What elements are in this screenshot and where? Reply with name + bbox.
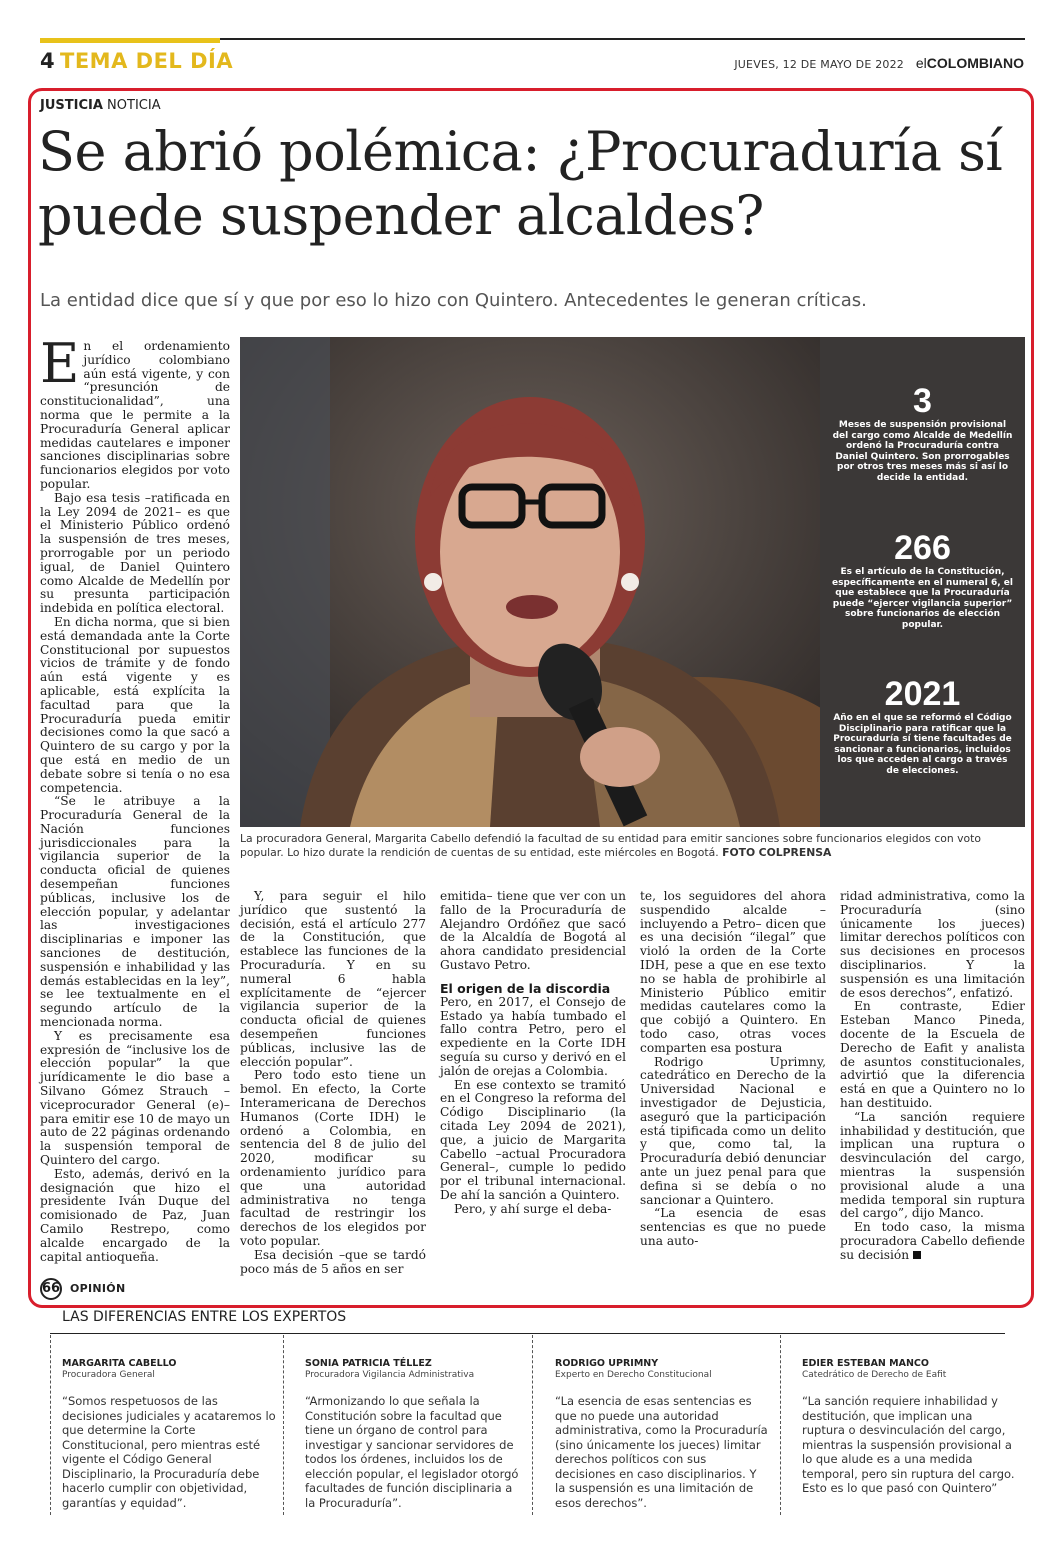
fact-number: 2021	[884, 675, 961, 713]
paragraph: Rodrigo Uprimny, catedrático en Derecho de la Universidad Nacional e investigador de Dejusticia, aseguró que la participación está tipificada como un delito y que, como tal, la Procuraduría debió denunciar ante un juez penal para que defina si se debía o no sancionar a Quintero.	[640, 1054, 826, 1207]
paragraph: “La sanción requiere inhabilidad y destitución, que implican una ruptura o desvinculación del cargo, mientras la suspensión provisional alude a una medida temporal sin ruptura del cargo”, dijo Manco.	[840, 1109, 1025, 1221]
caption-credit-label: FOTO	[722, 846, 756, 859]
photo-caption	[240, 832, 1025, 860]
article-column-4	[640, 890, 826, 1249]
expert-quote: “La esencia de esas sentencias es que no puede una autoridad administrativa, como la Procuraduría (sino únicamente los jueces) limitar derechos políticos con sus decisiones en caso disciplinarios. Y la suspensión es una limitación de esos derechos”.	[555, 1394, 768, 1510]
expert-role: Experto en Derecho Constitucional	[555, 1370, 712, 1380]
article-column-2	[240, 890, 426, 1276]
article-column-3	[440, 890, 626, 1217]
expert-quote: “Somos respetuosos de las decisiones judiciales y acataremos lo que determine la Corte Constitucional, pero mientras esté vigente el Código General Disciplinario, la Procuraduría debe hacerlo cumplir con objetividad, garantías y equidad”.	[62, 1394, 276, 1510]
expert-quote: “Armonizando lo que señala la Constitución sobre la facultad que tiene un órgano de control para investigar y sancionar servidores de todos los órdenes, incluidos los de elección popular, el legislador otorgó facultades de función disciplinaria a la Procuraduría”.	[305, 1394, 519, 1510]
dropcap: E	[40, 332, 80, 395]
paragraph: En dicha norma, que si bien está demandada ante la Corte Constitucional por supuestos vicios de trámite y de fondo aún está vigente y es aplicable, está explícita la facultad para que la Procuraduría pueda emitir decisiones como la que sacó a Quintero de su cargo y por la que está en medio de un debate sobre si tenía o no esa competencia.	[40, 614, 230, 795]
section-subheading: El origen de la discordia	[440, 980, 611, 996]
caption-credit: COLPRENSA	[758, 846, 832, 859]
article-column-5	[840, 890, 1025, 1263]
article-column-1	[40, 332, 230, 1264]
end-of-article-mark	[913, 1251, 921, 1259]
article-photo	[240, 337, 820, 827]
paragraph: En todo caso, la misma procuradora Cabello defiende su decisión	[840, 1220, 1025, 1262]
kicker-type: NOTICIA	[107, 98, 161, 113]
paragraph: emitida– tiene que ver con un fallo de la Procuraduría de Alejandro Ordóñez que sacó de la Alcaldía de Bogotá al ahora candidato presidencial Gustavo Petro.	[440, 889, 626, 972]
expert-opinion	[305, 1358, 520, 1510]
kicker	[40, 98, 161, 113]
opinion-title: OPINIÓN	[70, 1282, 126, 1295]
fact-number: 3	[913, 382, 932, 420]
expert-name: EDIER ESTEBAN MANCO	[802, 1358, 929, 1369]
section-title: TEMA DEL DÍA	[60, 49, 234, 73]
expert-role: Catedrático de Derecho de Eafit	[802, 1370, 947, 1380]
dateline: JUEVES, 12 DE MAYO DE 2022	[734, 58, 904, 71]
column-divider	[780, 1335, 781, 1515]
paragraph: Esto, además, derivó en la designación que hizo el presidente Iván Duque del comisionado de Paz, Juan Camilo Restrepo, como alcalde encargado de la capital antioqueña.	[40, 1166, 230, 1264]
fact-item	[830, 382, 1015, 483]
masthead-name: COLOMBIANO	[926, 55, 1024, 71]
fact-item	[830, 529, 1015, 630]
expert-role: Procuradora Vigilancia Administrativa	[305, 1370, 475, 1380]
paragraph: “La esencia de esas sentencias es que no puede una auto-	[640, 1206, 826, 1248]
paragraph: Bajo esa tesis –ratificada en la Ley 2094 de 2021– es que el Ministerio Público ordenó la suspensión de tres meses, prorrogable por un periodo igual, de Daniel Quintero como Alcalde de Medellín por su presunta participación indebida en política electoral.	[40, 490, 230, 616]
quote-icon: 66	[40, 1278, 62, 1300]
paragraph: Esa decisión –que se tardó poco más de 5 años en ser	[240, 1247, 426, 1276]
facts-box	[820, 337, 1025, 827]
fact-number: 266	[894, 529, 951, 567]
procuradora-photo-illustration	[240, 337, 820, 827]
paragraph: En ese contexto se tramitó en el Congreso la reforma del Código Disciplinario (la citada Ley 2094 de 2021), que, a juicio de Margarita Cabello –actual Procuradora General–, cumple lo pedido por el tribunal internacional. De ahí la sanción a Quintero.	[440, 1077, 626, 1202]
masthead	[916, 55, 1024, 71]
fact-text: Año en el que se reformó el Código Disciplinario para ratificar que la Procuraduría sí tiene facultades de sancionar a funcionarios, incluidos los que acceden al cargo a través de elecciones.	[833, 713, 1012, 776]
fact-text: Meses de suspensión provisional del cargo como Alcalde de Medellín ordenó la Procuraduría contra Daniel Quintero. Son prorrogables por otros tres meses más si así lo decide la entidad.	[832, 420, 1013, 483]
paragraph: Pero, en 2017, el Consejo de Estado ya había tumbado el fallo contra Petro, pero el expediente en la Corte IDH seguía su curso y derivó en el jalón de orejas a Colombia.	[440, 994, 626, 1078]
paragraph: Pero todo esto tiene un bemol. En efecto, la Corte Interamericana de Derechos Humanos (Corte IDH) le ordenó a Colombia, en sentencia del 8 de julio del 2020, modificar su ordenamiento jurídico para que una autoridad administrativa no tenga facultad de restringir los derechos de los elegidos por voto popular.	[240, 1068, 426, 1248]
caption-text: La procuradora General, Margarita Cabello defendió la facultad de su entidad para emitir sanciones sobre funcionarios elegidos con voto popular. Lo hizo durate la rendición de cuentas de su entidad, este miércoles en Bogotá.	[240, 832, 981, 859]
expert-opinion	[62, 1358, 277, 1510]
paragraph: “Se le atribuye a la Procuraduría General de la Nación funciones jurisdiccionales para la vigilancia superior de la conducta oficial de quienes desempeñan funciones públicas, inclusive los de elección popular, y adelantar las investigaciones disciplinarias e imponer las sanciones de destitución, suspensión e inhabilidad y las demás establecidas en la ley”, se lee textualmente en el segundo artículo de la mencionada norma.	[40, 794, 230, 1030]
paragraph: Pero, y ahí surge el deba-	[454, 1201, 612, 1216]
paragraph: Y es precisamente esa expresión de “inclusive los de elección popular” la que jurídicamente le dio base a Silvano Gómez Strauch –viceprocurador General (e)– para emitir ese 10 de mayo un auto de 22 páginas ordenando la suspensión temporal de Quintero del cargo.	[40, 1028, 230, 1168]
expert-quote: “La sanción requiere inhabilidad y destitución, que implican una ruptura o desvinculación del cargo, mientras la suspensión provisional a lo que alude es a una medida temporal, pero sin ruptura del cargo. Esto es lo que pasó con Quintero”	[802, 1394, 1015, 1495]
subtitle: La entidad dice que sí y que por eso lo hizo con Quintero. Antecedentes le generan críticas.	[40, 290, 867, 311]
fact-item	[830, 675, 1015, 776]
top-rule-accent	[40, 38, 220, 43]
paragraph: En contraste, Edier Esteban Manco Pineda, docente de la Escuela de Derecho de Eafit y analista de asuntos constitucionales, advirtió que la diferencia está en que a Quintero no lo han destituido.	[840, 999, 1025, 1110]
expert-name: SONIA PATRICIA TÉLLEZ	[305, 1358, 432, 1369]
column-divider	[283, 1335, 284, 1515]
column-divider	[532, 1335, 533, 1515]
paragraph: Y, para seguir el hilo jurídico que sustentó la decisión, está el artículo 277 de la Constitución, que establece las funciones de la Procuraduría. Y en su numeral 6 habla explícitamente de “ejercer vigilancia superior de la conducta oficial de quienes desempeñen funciones públicas, inclusive las de elección popular”.	[240, 889, 426, 1069]
fact-text: Es el artículo de la Constitución, específicamente en el numeral 6, el que establece que la Procuraduría puede “ejercer vigilancia superior” sobre funcionarios de elección popular.	[832, 567, 1013, 630]
opinion-subtitle: LAS DIFERENCIAS ENTRE LOS EXPERTOS	[62, 1309, 347, 1325]
masthead-prefix: el	[915, 55, 927, 71]
headline: Se abrió polémica: ¿Procuraduría sí puede suspender alcaldes?	[38, 120, 1003, 247]
expert-name: RODRIGO UPRIMNY	[555, 1358, 659, 1369]
expert-opinion	[555, 1358, 770, 1510]
kicker-section: JUSTICIA	[40, 98, 103, 113]
column-divider	[50, 1335, 51, 1515]
expert-name: MARGARITA CABELLO	[62, 1358, 177, 1369]
paragraph: te, los seguidores del ahora suspendido alcalde –incluyendo a Petro– dicen que es una decisión “ilegal” que violó la orden de la Corte IDH, pese a que en ese texto no se habla de prohibirle al Ministerio Público emitir medidas cautelares como la que cobijó a Quintero. En todo caso, otras voces comparten esa postura	[640, 889, 826, 1055]
expert-role: Procuradora General	[62, 1370, 155, 1380]
paragraph: ridad administrativa, como la Procuraduría (sino únicamente los jueces) limitar derechos políticos con sus decisiones en procesos disciplinarios. Y la suspensión es una limitación de esos derechos”, enfatizó.	[840, 889, 1025, 1000]
paragraph: n el ordenamiento jurídico colombiano aún está vigente, y con “presunción de constitucionalidad”, una norma que le permite a la Procuraduría General aplicar medidas cautelares e imponer sanciones disciplinarias sobre funcionarios elegidos por voto popular.	[40, 339, 230, 491]
page-number: 4	[40, 49, 55, 73]
opinion-rule	[50, 1333, 1005, 1334]
expert-opinion	[802, 1358, 1017, 1496]
